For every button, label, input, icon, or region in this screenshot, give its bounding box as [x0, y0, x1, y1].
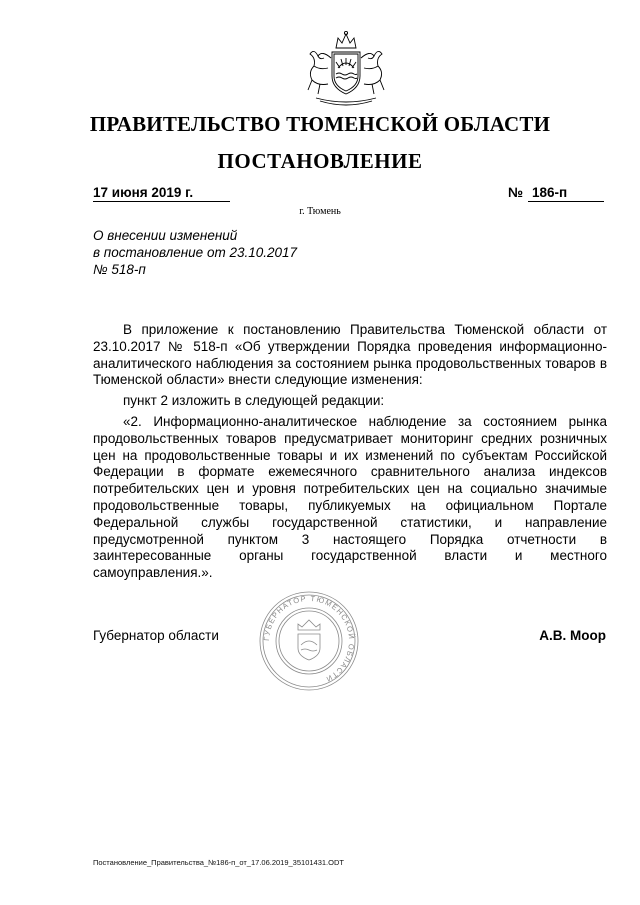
number-label: № — [508, 185, 524, 200]
footer-filename: Постановление_Правительства_№186-п_от_17.06.2019_35101431.ODT — [93, 858, 344, 867]
seal-text: ГУБЕРНАТОР ТЮМЕНСКОЙ ОБЛАСТИ — [261, 593, 357, 685]
document-date: 17 июня 2019 г. — [93, 185, 230, 202]
document-type: ПОСТАНОВЛЕНИЕ — [217, 149, 423, 173]
subject-line: № 518-п — [93, 262, 146, 277]
body-paragraph: пункт 2 изложить в следующей редакции: — [123, 393, 385, 409]
body-paragraph: «2. Информационно-аналитическое наблюдение за состоянием рынка продовольственных товаров предусматривает мониторинг средних розничных цен на продовольственные товары и их изменений по субъектам Российской Федерации в формате ежемесячного сравнительного анализа индексов потребительских цен и уровня потребительских цен на социально значимые продовольственные товары, публикуемых на официальном Портале Федеральной службы государственной статистики, и направление предусмотренной пунктом 3 настоящего Порядка отчетности в заинтересованные органы государственной власти и местного самоуправления.». — [93, 413, 607, 581]
subject-line: О внесении изменений — [93, 228, 238, 243]
city: г. Тюмень — [299, 206, 341, 217]
subject-line: в постановление от 23.10.2017 — [93, 245, 298, 260]
coat-of-arms-icon — [298, 28, 394, 110]
document-number: 186-п — [528, 185, 604, 202]
government-title: ПРАВИТЕЛЬСТВО ТЮМЕНСКОЙ ОБЛАСТИ — [89, 112, 551, 136]
signatory-title: Губернатор области — [93, 628, 219, 643]
official-seal-icon — [258, 590, 360, 692]
signatory-name: А.В. Моор — [539, 628, 606, 643]
document-subject — [93, 227, 297, 278]
document-body — [93, 322, 607, 586]
body-paragraph: В приложение к постановлению Правительства Тюменской области от 23.10.2017 № 518-п «Об утверждении Порядка проведения информационно-аналитического наблюдения за состоянием рынка продовольственных товаров в Тюменской области» внести следующие изменения: — [93, 322, 607, 388]
